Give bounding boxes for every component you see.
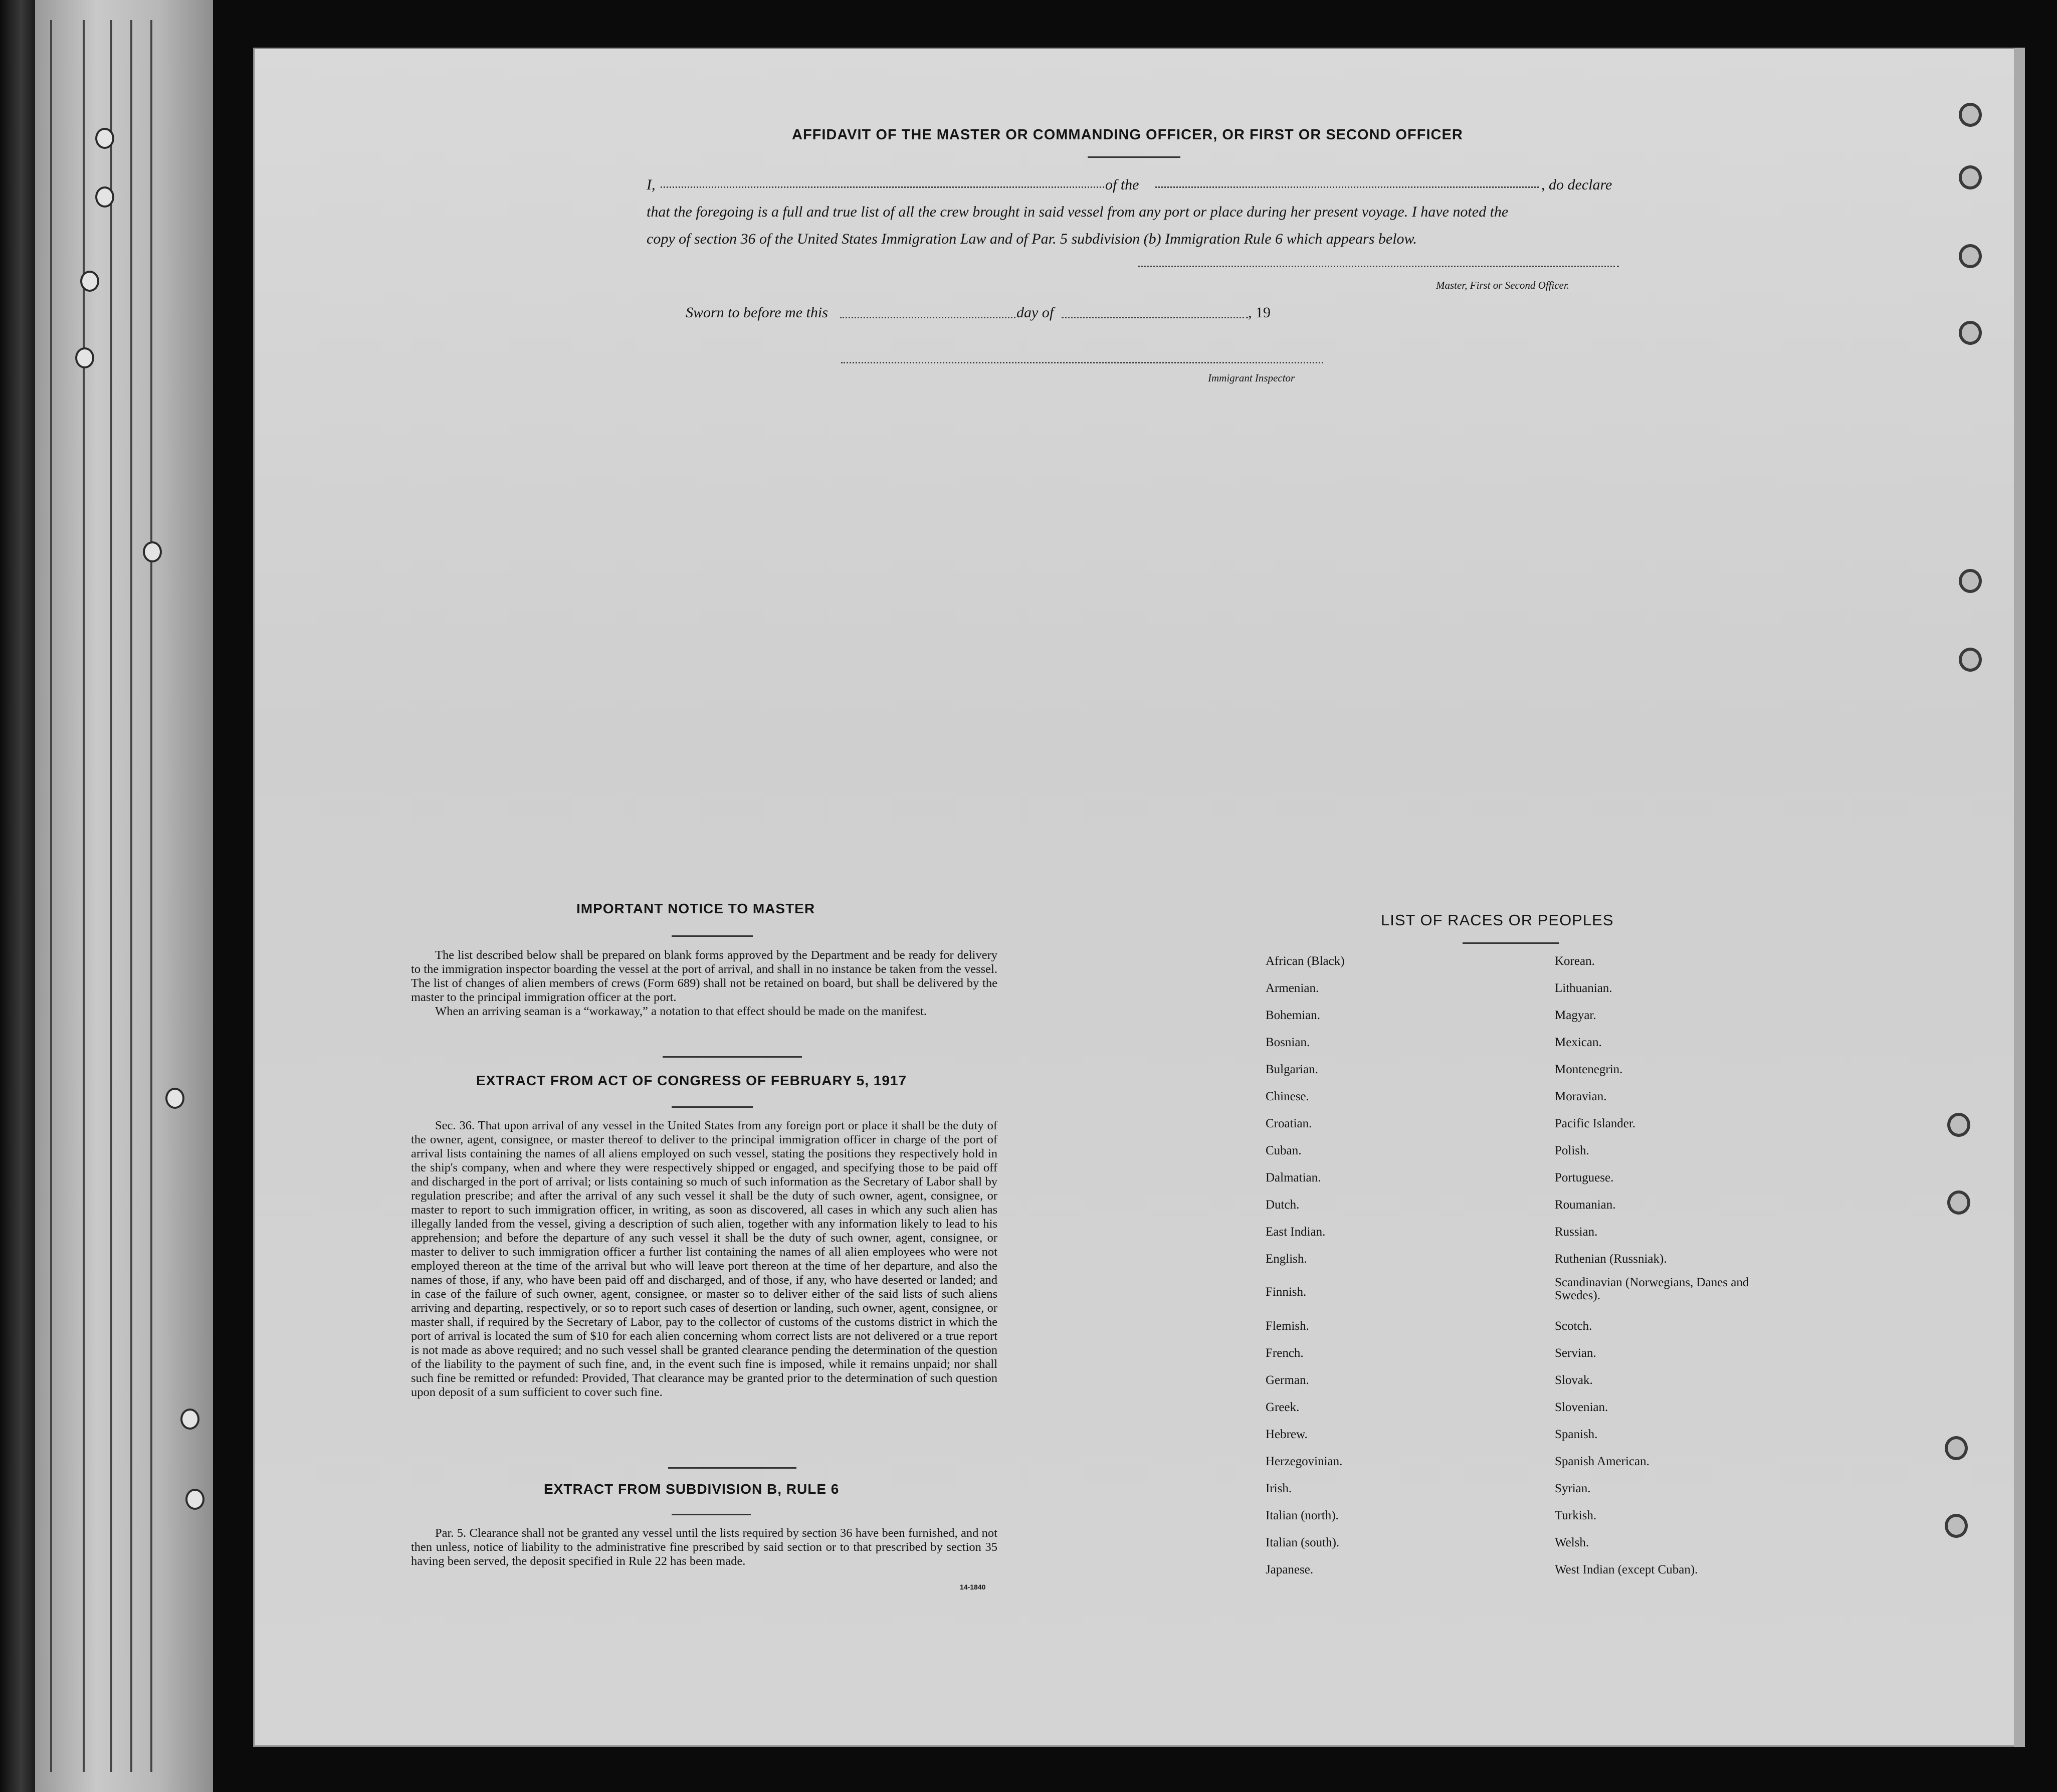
- form-number: 14-1840: [960, 1583, 986, 1591]
- page-edge-line: [50, 20, 52, 1772]
- race-left: Italian (north).: [1266, 1509, 1339, 1522]
- binder-hole: [1959, 321, 1982, 345]
- binder-hole: [1947, 1113, 1970, 1137]
- binder-hole: [1947, 1190, 1970, 1215]
- race-right: Ruthenian (Russniak).: [1555, 1252, 1667, 1266]
- sworn-day-label: day of: [1016, 304, 1054, 321]
- section-36-text: Sec. 36. That upon arrival of any vessel in the United States from any foreign port or place it shall be the duty of the owner, agent, consignee, or master thereof to deliver to the principal immigration officer in charge of the port of arrival lists containing the names of all aliens employed on such vessel, stating the positions they respectively hold in the ship's company, when and where they were respectively shipped or engaged, and specifying those to be paid off and discharged in the port of arrival; or lists containing so much of such information as the Secretary of Labor shall by regulation prescribe; and after the arrival of any such vessel it shall be the duty of such owner, agent, consignee, or master to report to such immigration officer, in writing, as soon as discovered, all cases in which any such alien has illegally landed from the vessel, giving a description of such alien, together with any information likely to lead to his apprehension; and before the departure of any such vessel it shall be the duty of such owner, agent, consignee, or master to deliver to such immigration officer a further list containing the names of all alien employees who were not employed thereon at the time of the arrival but who will leave port thereon at the time of her departure, and also the names of those, if any, who have been paid off and discharged, and of those, if any, who have deserted or landed; and in case of the failure of such owner, agent, consignee, or master so to deliver either of the said lists of such aliens arriving and departing, respectively, or so to report such cases of desertion or landing, such owner, agent, consignee, or master shall, if required by the Secretary of Labor, pay to the collector of customs of the customs district in which the port of arrival is located the sum of $10 for each alien concerning whom correct lists are not delivered or a true report is not made as above required; and no such vessel shall be granted clearance pending the determination of the question of the liability to the payment of such fine, and, in the event such fine is imposed, while it remains unpaid; nor shall such fine be remitted or refunded: Provided, That clearance may be granted prior to the determination of such question upon deposit of a sum sufficient to cover such fine.: [411, 1119, 997, 1399]
- binder-hole: [1959, 103, 1982, 127]
- race-right: Russian.: [1555, 1225, 1598, 1239]
- race-right: Montenegrin.: [1555, 1063, 1623, 1076]
- section-divider: [668, 1467, 796, 1469]
- race-right: Slovenian.: [1555, 1401, 1608, 1414]
- race-left: Bulgarian.: [1266, 1063, 1318, 1076]
- punch-hole: [75, 347, 94, 368]
- race-left: Hebrew.: [1266, 1428, 1308, 1441]
- sworn-year: , 19: [1248, 304, 1271, 321]
- races-title: LIST OF RACES OR PEOPLES: [1381, 911, 1614, 929]
- notice-paragraph: When an arriving seaman is a “workaway,” a notation to that effect should be made on the manifest.: [435, 1005, 927, 1018]
- race-left: Japanese.: [1266, 1563, 1314, 1576]
- race-right: Servian.: [1555, 1346, 1596, 1360]
- sworn-month-blank[interactable]: [1062, 317, 1248, 318]
- race-left: Cuban.: [1266, 1144, 1302, 1157]
- punch-hole: [80, 271, 99, 292]
- punch-hole: [180, 1409, 199, 1430]
- race-right: Moravian.: [1555, 1090, 1607, 1103]
- binding-edge-dark: [0, 0, 35, 1792]
- race-left: Bosnian.: [1266, 1036, 1310, 1049]
- race-right: Portuguese.: [1555, 1171, 1614, 1184]
- race-left: Greek.: [1266, 1401, 1300, 1414]
- affidavit-declare: , do declare: [1541, 176, 1612, 193]
- race-right: Slovak.: [1555, 1373, 1593, 1387]
- manifest-sheet: [253, 48, 2017, 1747]
- race-left: Italian (south).: [1266, 1536, 1340, 1549]
- race-right: Pacific Islander.: [1555, 1117, 1636, 1130]
- race-right: Scandinavian (Norwegians, Danes and Swedes).: [1555, 1276, 1749, 1302]
- race-right: West Indian (except Cuban).: [1555, 1563, 1698, 1576]
- race-left: Armenian.: [1266, 981, 1319, 995]
- punch-hole: [143, 541, 162, 562]
- affidavit-body: [647, 171, 1624, 253]
- affidavit-line-1: [647, 171, 1624, 198]
- title-underline: [1088, 156, 1180, 158]
- sworn-prefix: Sworn to before me this: [686, 304, 828, 321]
- binder-hole: [1945, 1514, 1968, 1538]
- race-left: Chinese.: [1266, 1090, 1309, 1103]
- notice-underline: [672, 935, 753, 937]
- race-left: Bohemian.: [1266, 1009, 1321, 1022]
- inspector-label: Immigrant Inspector: [1208, 372, 1295, 384]
- sworn-day-blank[interactable]: [840, 317, 1015, 318]
- signature-blank[interactable]: [1138, 266, 1619, 267]
- binder-hole: [1945, 1436, 1968, 1460]
- paragraph-5-text: Par. 5. Clearance shall not be granted any vessel until the lists required by section 36 have been furnished, and not then unless, notice of liability to the administrative fine prescribed by said section or to that prescribed by section 35 having been served, the deposit specified in Rule 22 has been made.: [411, 1526, 997, 1568]
- notice-paragraph: The list described below shall be prepared on blank forms approved by the Department and be ready for delivery to the immigration inspector boarding the vessel at the port of arrival, and shall in no instance be taken from the vessel. The list of changes of alien members of crews (Form 689) shall not be retained on board, but shall be delivered by the master to the principal immigration officer at the port.: [411, 948, 997, 1004]
- race-left: French.: [1266, 1346, 1304, 1360]
- act-underline: [672, 1106, 753, 1108]
- race-left: African (Black): [1266, 954, 1345, 968]
- race-left: Croatian.: [1266, 1117, 1312, 1130]
- race-left: East Indian.: [1266, 1225, 1326, 1239]
- signature-label: Master, First or Second Officer.: [1436, 279, 1569, 291]
- races-underline: [1463, 942, 1559, 944]
- section-divider: [663, 1056, 802, 1058]
- affidavit-i: I,: [647, 176, 656, 193]
- affidavit-line-2: that the foregoing is a full and true list of all the crew brought in said vessel from any port or place during her present voyage. I have noted the: [647, 204, 1509, 220]
- race-right: Spanish.: [1555, 1428, 1598, 1441]
- binder-hole: [1959, 569, 1982, 593]
- race-left: Finnish.: [1266, 1285, 1307, 1299]
- race-right: Lithuanian.: [1555, 981, 1612, 995]
- page-edge-line: [130, 20, 132, 1772]
- affidavit-line-3: copy of section 36 of the United States Immigration Law and of Par. 5 subdivision (b) Immigration Rule 6 which appears below.: [647, 231, 1417, 247]
- punch-hole: [165, 1088, 184, 1109]
- rule-underline: [672, 1514, 751, 1515]
- race-right: Scotch.: [1555, 1319, 1592, 1333]
- race-right: Korean.: [1555, 954, 1595, 968]
- race-right: Magyar.: [1555, 1009, 1596, 1022]
- notice-title: IMPORTANT NOTICE TO MASTER: [576, 901, 815, 916]
- race-left: Dutch.: [1266, 1198, 1300, 1212]
- inspector-signature-blank[interactable]: [841, 362, 1323, 363]
- vessel-blank[interactable]: [1155, 186, 1539, 188]
- notice-body: [411, 948, 997, 1019]
- race-left: Herzegovinian.: [1266, 1455, 1343, 1468]
- race-left: English.: [1266, 1252, 1307, 1266]
- act-title: EXTRACT FROM ACT OF CONGRESS OF FEBRUARY 5, 1917: [476, 1073, 907, 1088]
- race-left: German.: [1266, 1373, 1309, 1387]
- punch-hole: [95, 128, 114, 149]
- punch-hole: [185, 1489, 204, 1510]
- race-left: Dalmatian.: [1266, 1171, 1321, 1184]
- binder-hole: [1959, 165, 1982, 189]
- race-right: Polish.: [1555, 1144, 1589, 1157]
- race-right: Turkish.: [1555, 1509, 1597, 1522]
- name-blank[interactable]: [661, 186, 1104, 188]
- rule-title: EXTRACT FROM SUBDIVISION B, RULE 6: [544, 1481, 840, 1497]
- page-edge-line: [110, 20, 112, 1772]
- binding-edge-pages: [35, 0, 213, 1792]
- affidavit-of: of the: [1105, 176, 1139, 193]
- race-right: Syrian.: [1555, 1482, 1591, 1495]
- binder-hole: [1959, 648, 1982, 672]
- race-left: Flemish.: [1266, 1319, 1309, 1333]
- race-right: Roumanian.: [1555, 1198, 1616, 1212]
- race-left: Irish.: [1266, 1482, 1292, 1495]
- binder-hole: [1959, 244, 1982, 268]
- sheet-edge: [2014, 48, 2025, 1747]
- race-right: Spanish American.: [1555, 1455, 1650, 1468]
- race-right: Welsh.: [1555, 1536, 1589, 1549]
- affidavit-title: AFFIDAVIT OF THE MASTER OR COMMANDING OFFICER, OR FIRST OR SECOND OFFICER: [792, 127, 1463, 143]
- page-edge-line: [150, 20, 152, 1772]
- race-right: Mexican.: [1555, 1036, 1602, 1049]
- punch-hole: [95, 186, 114, 208]
